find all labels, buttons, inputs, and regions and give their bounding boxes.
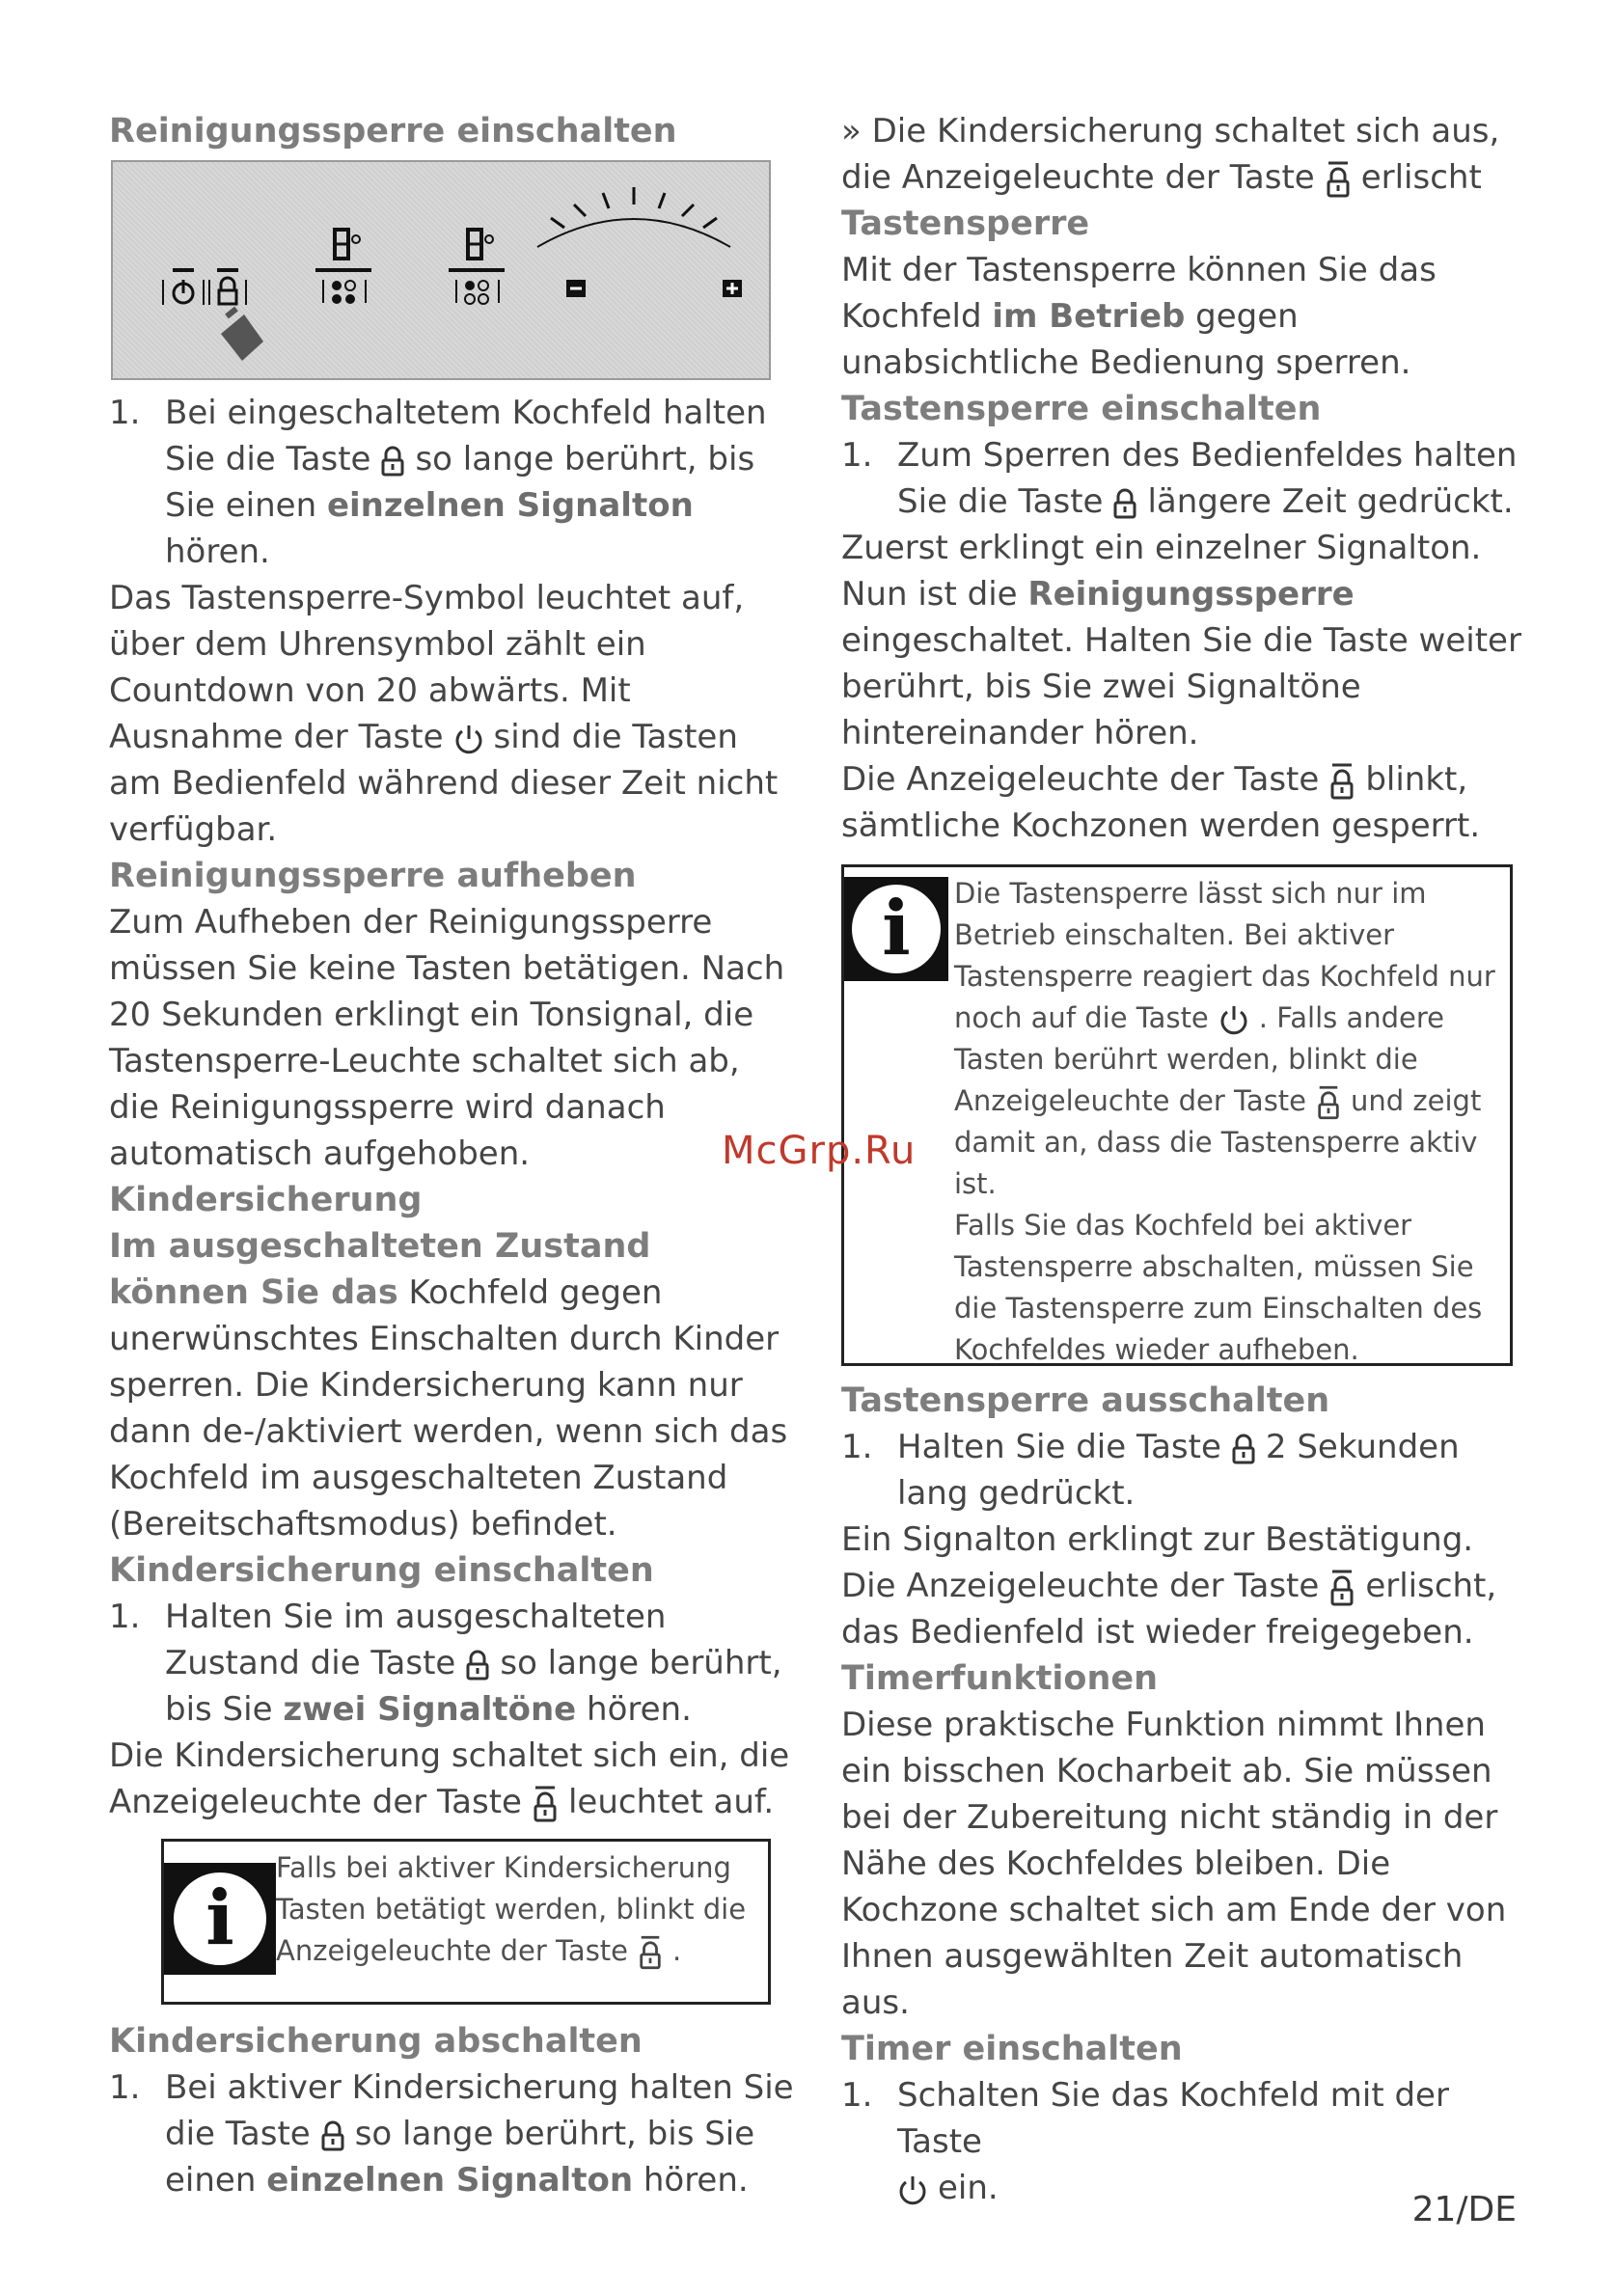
power-icon: [453, 723, 484, 755]
power-icon: [897, 2173, 928, 2206]
text: und zeigt damit an, dass die Tastensperre aktiv ist.: [954, 1084, 1482, 1200]
text: blinkt, sämtliche Kochzonen werden gesperrt.: [841, 760, 1481, 845]
step-text: Schalten Sie das Kochfeld mit der Taste: [897, 2076, 1449, 2161]
watermark: McGrp.Ru: [722, 1129, 917, 1173]
step-text: Bei aktiver Kindersicherung halten Sie die Taste: [165, 2068, 794, 2153]
panel-lock-icon: [209, 270, 246, 305]
lock-indicator-icon: [1328, 762, 1355, 801]
control-panel-drawing: [113, 162, 769, 378]
text: . Falls andere Tasten berührt werden, blinkt die Anzeigeleuchte der Taste: [954, 1001, 1444, 1117]
text: erlischt: [1360, 158, 1482, 197]
lock-indicator-icon: [638, 1934, 663, 1971]
info-text: [954, 873, 1504, 1371]
text: Das Tastensperre-Symbol leuchtet auf, über dem Uhrensymbol zählt ein Countdown von 20 abwärts. Mit Ausnahme der Taste: [109, 579, 745, 756]
lock-indicator-icon: [532, 1785, 559, 1823]
list-item: [841, 1424, 1522, 1517]
paragraph: [109, 1223, 799, 1547]
text: Die Anzeigeleuchte der Taste: [841, 760, 1320, 799]
power-icon: [1218, 1003, 1249, 1036]
lock-icon: [1112, 488, 1137, 519]
paragraph: [109, 1733, 799, 1825]
text: eingeschaltet. Halten Sie die Taste weiter berührt, bis Sie zwei Signaltöne hintereinander hören.: [841, 621, 1521, 752]
step-text: so lange berührt, bis Sie: [165, 1644, 782, 1729]
heading-tastensperre-ausschalten: Tastensperre ausschalten: [841, 1381, 1330, 1420]
heading-kindersicherung-abschalten: Kindersicherung abschalten: [109, 2022, 643, 2061]
cooking-zone-button-2: [449, 230, 505, 304]
emphasis: im Betrieb: [992, 297, 1186, 336]
text: Die Tastensperre lässt sich nur im Betrieb einschalten. Bei aktiver Tastensperre reagiert das Kochfeld nur noch auf die Taste: [954, 877, 1495, 1034]
text: Kochfeld gegen unerwünschtes Einschalten durch Kinder sperren. Die Kindersicherung kann nur dann de-/aktiviert werden, wenn sich das Kochfeld im ausgeschalteten Zustand (Bereitschaftsmodus) befindet.: [109, 1273, 788, 1544]
emphasis: zwei Signaltöne: [283, 1690, 577, 1729]
text: Mit der Tastensperre können Sie das Kochfeld: [841, 251, 1437, 336]
result-line: [841, 108, 1522, 201]
info-box: [841, 864, 1513, 1366]
info-glyph: i: [852, 885, 941, 973]
cooking-zone-button-1: [315, 230, 371, 304]
lock-indicator-icon: [1328, 1569, 1355, 1607]
page-number: 21/DE: [1411, 2190, 1517, 2229]
lock-indicator-icon: [1325, 160, 1352, 199]
lock-indicator-icon: [1316, 1084, 1341, 1121]
heading-tastensperre-einschalten: Tastensperre einschalten: [841, 390, 1322, 428]
text: Die Kindersicherung schaltet sich ein, die Anzeigeleuchte der Taste: [109, 1736, 790, 1821]
lock-icon: [465, 1650, 490, 1681]
info-icon: [164, 1863, 276, 1975]
step-text: hören.: [587, 1690, 692, 1729]
list-item: [841, 432, 1522, 525]
list-number: 1.: [109, 394, 141, 432]
list-item: [109, 2064, 799, 2203]
text: Falls Sie das Kochfeld bei aktiver Tastensperre abschalten, müssen Sie die Tastensperre zum Einschalten des Kochfeldes wieder aufheben.: [954, 1209, 1483, 1366]
text: Ein Signalton erklingt zur Bestätigung. Die Anzeigeleuchte der Taste: [841, 1520, 1474, 1605]
text: » Die Kindersicherung schaltet sich aus, die Anzeigeleuchte der Taste: [841, 112, 1500, 197]
text: Falls bei aktiver Kindersicherung Tasten betätigt werden, blinkt die Anzeigeleuchte der Taste: [276, 1851, 747, 1967]
lock-icon: [320, 2120, 345, 2151]
text: gegen unabsichtliche Bedienung sperren.: [841, 297, 1411, 382]
step-text: ein.: [938, 2169, 999, 2207]
control-panel-illustration: [111, 160, 771, 380]
right-column: [841, 108, 1522, 2211]
heading-timerfunktionen: Timerfunktionen: [841, 1659, 1159, 1698]
step-text: so lange berührt, bis Sie einen: [165, 440, 755, 525]
emphasis: einzelnen Signalton: [266, 2161, 634, 2200]
info-box: [161, 1839, 771, 2005]
list-number: 1.: [841, 1428, 873, 1466]
text: sind die Tasten am Bedienfeld während dieser Zeit nicht verfügbar.: [109, 718, 779, 849]
emphasis: Reinigungssperre: [1027, 575, 1355, 614]
heading-reinigungssperre-aufheben: Reinigungssperre aufheben: [109, 857, 637, 895]
step-text: längere Zeit gedrückt.: [1147, 482, 1514, 521]
paragraph: [109, 575, 799, 853]
finger-pointer-icon: [221, 309, 263, 361]
paragraph: Zum Aufheben der Reinigungssperre müssen Sie keine Tasten betätigen. Nach 20 Sekunden erklingt ein Tonsignal, die Tastensperre-Leuchte schaltet sich ab, die Reinigungssperre wird danach automatisch aufgehoben.: [109, 903, 785, 1173]
emphasis: Im ausgeschalteten Zustand können Sie das: [109, 1227, 651, 1312]
emphasis: einzelnen Signalton: [326, 486, 694, 525]
step-text: Halten Sie die Taste: [897, 1428, 1221, 1466]
list-item: [109, 1594, 799, 1733]
list-number: 1.: [109, 1598, 141, 1636]
step-text: hören.: [165, 533, 270, 571]
list-number: 1.: [841, 436, 873, 475]
heading-reinigungssperre-einschalten: Reinigungssperre einschalten: [109, 112, 677, 150]
lock-icon: [1231, 1434, 1256, 1464]
list-item: [109, 390, 799, 575]
step-text: Zum Sperren des Bedienfeldes halten Sie die Taste: [897, 436, 1518, 521]
step-text: hören.: [643, 2161, 749, 2200]
list-number: 1.: [841, 2076, 873, 2115]
info-icon: [844, 877, 948, 981]
paragraph: [841, 756, 1522, 849]
step-text: so lange berührt, bis Sie einen: [165, 2115, 755, 2200]
heading-kindersicherung: Kindersicherung: [109, 1181, 423, 1219]
paragraph: [841, 1517, 1522, 1655]
text: erlischt, das Bedienfeld ist wieder freigegeben.: [841, 1567, 1497, 1652]
power-level-slider: [537, 187, 742, 297]
text: .: [672, 1934, 682, 1967]
text: leuchtet auf.: [567, 1783, 775, 1821]
paragraph: [841, 525, 1522, 756]
info-glyph: i: [174, 1872, 266, 1965]
list-number: 1.: [109, 2068, 141, 2107]
paragraph: Diese praktische Funktion nimmt Ihnen ein bisschen Kocharbeit ab. Sie müssen bei der Zubereitung nicht ständig in der Nähe des Kochfeldes bleiben. Die Kochzone schaltet sich am Ende der von Ihnen ausgewählten Zeit automatisch aus.: [841, 1706, 1507, 2022]
step-text: Halten Sie im ausgeschalteten Zustand die Taste: [165, 1598, 667, 1682]
paragraph: [841, 247, 1522, 386]
info-text: [276, 1847, 758, 1972]
heading-timer-einschalten: Timer einschalten: [841, 2030, 1183, 2068]
text: Zuerst erklingt ein einzelner Signalton. Nun ist die: [841, 529, 1482, 614]
left-column: [109, 108, 799, 2203]
heading-tastensperre: Tastensperre: [841, 205, 1090, 243]
step-text: 2 Sekunden lang gedrückt.: [897, 1428, 1460, 1513]
lock-icon: [380, 446, 405, 477]
heading-kindersicherung-einschalten: Kindersicherung einschalten: [109, 1551, 654, 1590]
step-text: Bei eingeschaltetem Kochfeld halten Sie die Taste: [165, 394, 767, 478]
panel-power-icon: [163, 270, 204, 305]
